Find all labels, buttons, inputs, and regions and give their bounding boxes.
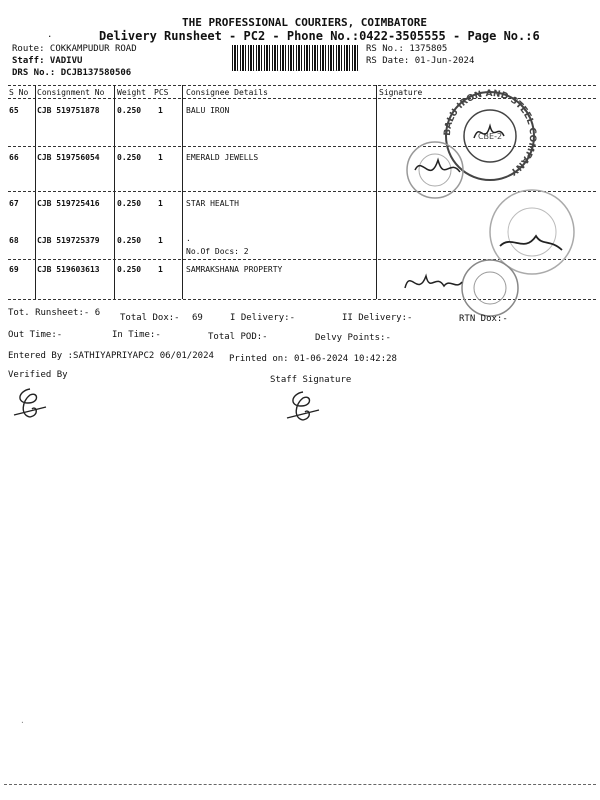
stamp-text: BALU IRON AND STEEL COMPANY <box>442 88 538 177</box>
dot-mark: . <box>20 716 25 725</box>
i-delivery-label: I Delivery:- <box>230 313 296 323</box>
row-weight: 0.250 <box>117 236 142 245</box>
row-pcs: 1 <box>158 199 163 208</box>
row-consignment: CJB 519756054 <box>37 153 100 162</box>
runsheet-subtitle: Delivery Runsheet - PC2 - Phone No.:0422-3505555 - Page No.:6 <box>99 29 540 43</box>
tot-runsheet: Tot. Runsheet:- 6 <box>8 308 101 318</box>
barcode <box>232 45 360 71</box>
row-sno: 65 <box>9 106 19 115</box>
row-pcs: 1 <box>158 106 163 115</box>
staff-label: Staff: VADIVU <box>12 56 83 66</box>
in-time-label: In Time:- <box>112 330 161 340</box>
row-pcs: 1 <box>158 153 163 162</box>
row-consignee: BALU IRON <box>186 106 230 115</box>
rs-number: RS No.: 1375805 <box>366 44 448 54</box>
ii-delivery-label: II Delivery:- <box>342 313 413 323</box>
col-header-pcs: PCS <box>154 88 169 97</box>
col-header-weight: Weight <box>117 88 146 97</box>
row-pcs: 1 <box>158 236 163 245</box>
row-sno: 67 <box>9 199 19 208</box>
row-consignment: CJB 519725416 <box>37 199 100 208</box>
route-label: Route: COKKAMPUDUR ROAD <box>12 44 137 54</box>
row-consignee: EMERALD JEWELLS <box>186 153 259 162</box>
row-sno: 68 <box>9 236 19 245</box>
row-consignee: STAR HEALTH <box>186 199 239 208</box>
row-weight: 0.250 <box>117 106 142 115</box>
col-divider-3 <box>182 85 183 299</box>
verified-by-label: Verified By <box>8 370 68 380</box>
rs-date: RS Date: 01-Jun-2024 <box>366 56 475 66</box>
row-weight: 0.250 <box>117 265 142 274</box>
row-consignee: . <box>186 234 191 243</box>
col-header-consignment: Consignment No <box>37 88 105 97</box>
row-consignment: CJB 519725379 <box>37 236 100 245</box>
stamp-signature-4 <box>400 258 530 318</box>
col-header-sno: S No <box>9 88 29 97</box>
row-consignment: CJB 519603613 <box>37 265 100 274</box>
delvy-points-label: Delvy Points:- <box>315 333 391 343</box>
row-doc-count: No.Of Docs: 2 <box>186 247 249 256</box>
row-weight: 0.250 <box>117 199 142 208</box>
staff-signature <box>283 388 323 426</box>
col-header-signature: Signature <box>379 88 423 97</box>
stamp-circle-2 <box>400 140 470 200</box>
total-dox-label: Total Dox:- <box>120 313 180 323</box>
total-pod-label: Total POD:- <box>208 332 268 342</box>
row-consignment: CJB 519751878 <box>37 106 100 115</box>
entered-by: Entered By :SATHIYAPRIYAPC2 06/01/2024 <box>8 351 214 361</box>
col-header-consignee: Consignee Details <box>186 88 268 97</box>
row-pcs: 1 <box>158 265 163 274</box>
row-sno: 69 <box>9 265 19 274</box>
rtn-dox-label: RTN Dox:- <box>459 314 508 324</box>
total-dox-value: 69 <box>192 313 203 323</box>
stamp-center: CBE-2 <box>477 132 503 141</box>
page-bottom-line <box>4 784 596 785</box>
row-consignee: SAMRAKSHANA PROPERTY <box>186 265 283 274</box>
drs-number: DRS No.: DCJB137580506 <box>12 68 132 78</box>
row-weight: 0.250 <box>117 153 142 162</box>
company-title: THE PROFESSIONAL COURIERS, COIMBATORE <box>182 16 428 29</box>
out-time-label: Out Time:- <box>8 330 63 340</box>
col-divider-2 <box>114 85 115 299</box>
col-divider-4 <box>376 85 377 299</box>
printed-on: Printed on: 01-06-2024 10:42:28 <box>229 354 397 364</box>
dot-mark: . <box>47 30 53 40</box>
row-sno: 66 <box>9 153 19 162</box>
verified-signature <box>10 385 50 423</box>
staff-signature-label: Staff Signature <box>270 375 352 385</box>
col-divider-1 <box>35 85 36 299</box>
